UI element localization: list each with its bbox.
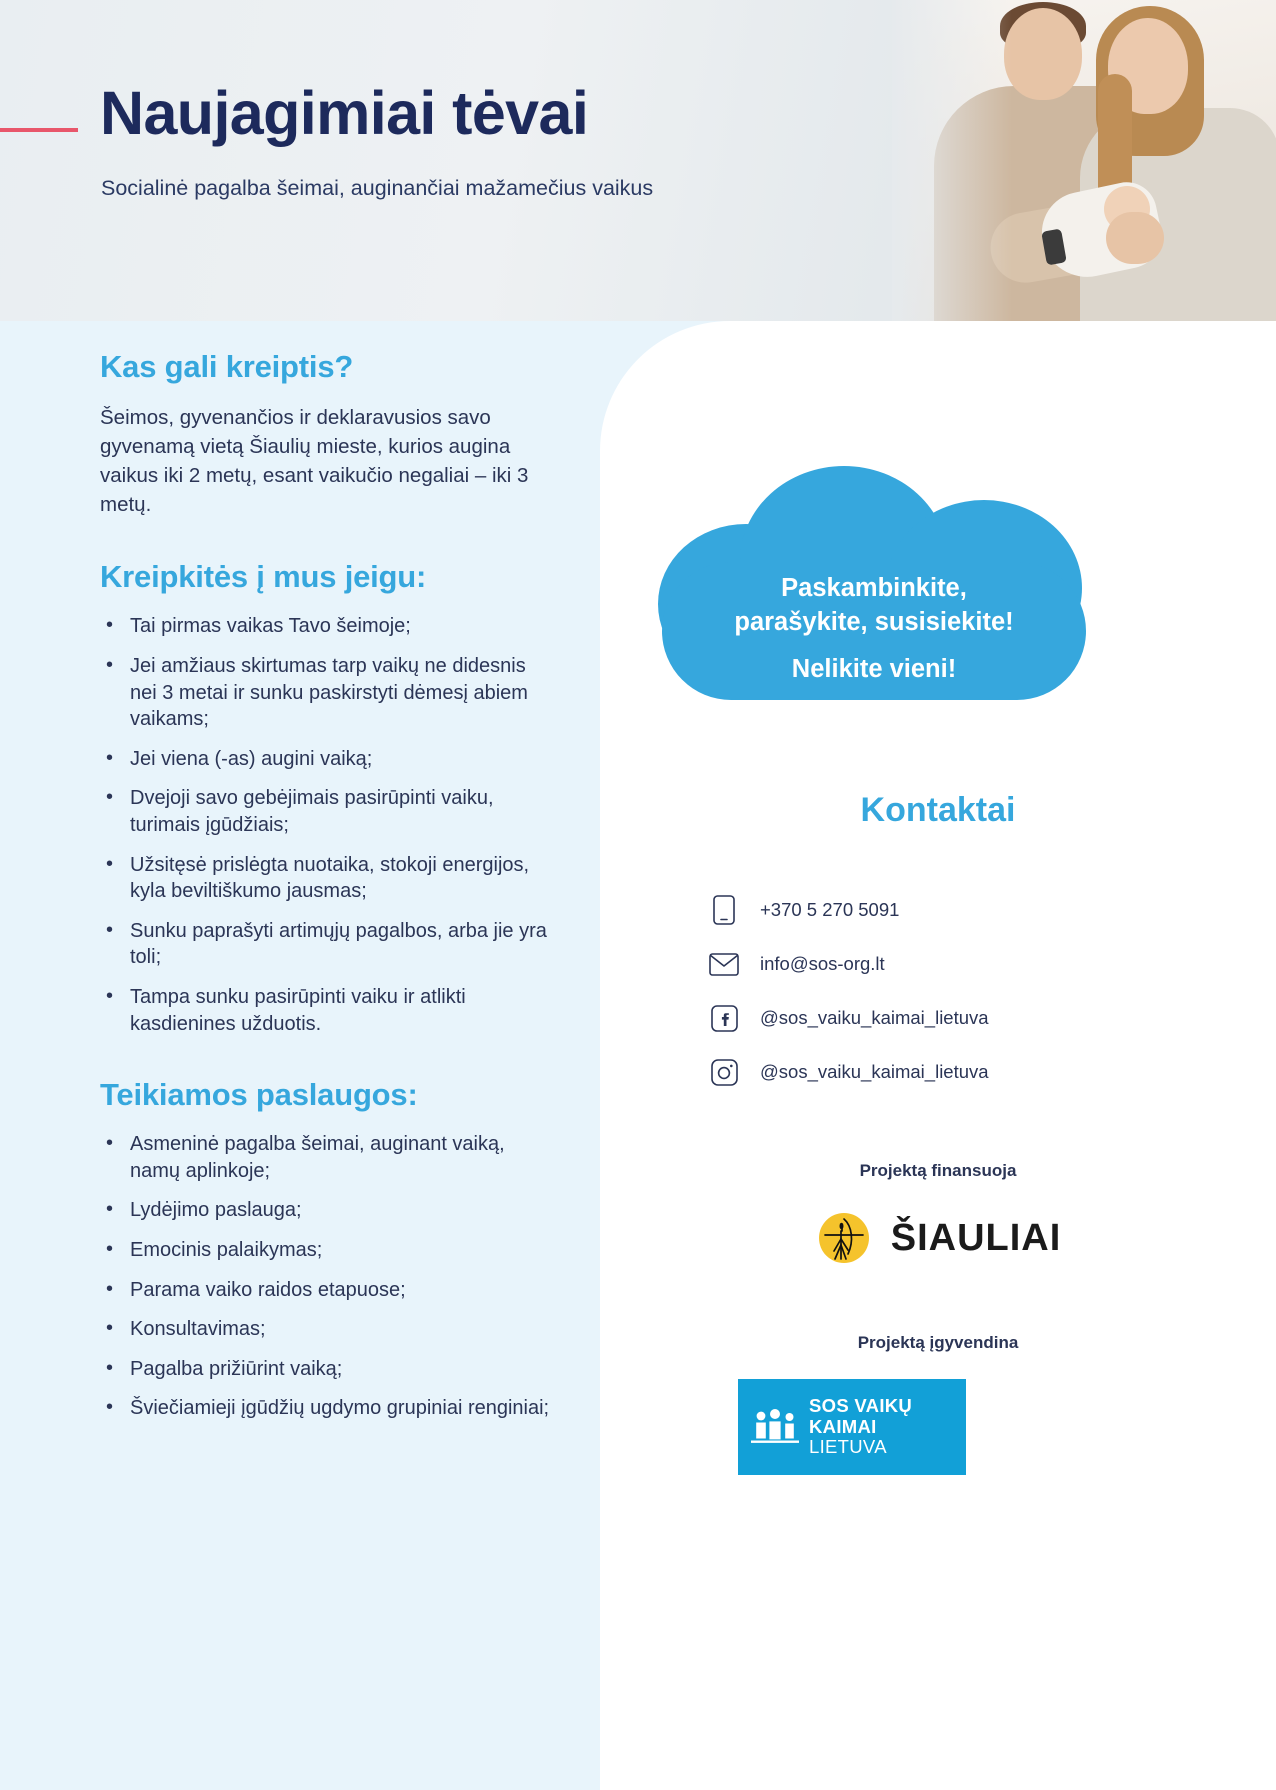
list-item: • Tai pirmas vaikas Tavo šeimoje;	[100, 613, 550, 640]
photo-father-head	[1004, 8, 1082, 100]
cloud-message	[648, 572, 1100, 687]
contact-row-email[interactable]	[708, 937, 1178, 991]
sos-line-3: LIETUVA	[809, 1436, 887, 1458]
sos-line-2: KAIMAI	[809, 1415, 877, 1437]
list-item: • Konsultavimas;	[100, 1316, 550, 1343]
contact-facebook-value: @sos_vaiku_kaimai_lietuva	[760, 1007, 989, 1028]
left-content-column	[100, 321, 550, 1435]
list-item: • Asmeninė pagalba šeimai, auginant vaiką, namų aplinkoje;	[100, 1131, 550, 1184]
cloud-callout	[648, 466, 1100, 724]
sos-line-1: SOS VAIKŲ	[809, 1394, 913, 1416]
eligibility-paragraph: Šeimos, gyvenančios ir deklaravusios savo gyvenamą vietą Šiaulių mieste, kurios augina vaikus iki 2 metų, esant vaikučio negaliai – iki 3 metų.	[100, 406, 529, 517]
sos-logo	[738, 1379, 966, 1475]
header-band	[0, 0, 1276, 321]
phone-icon	[708, 894, 740, 926]
cloud-line-2: parašykite, susisiekite!	[734, 607, 1014, 636]
contact-instagram-value: @sos_vaiku_kaimai_lietuva	[760, 1061, 989, 1082]
section-heading-services: Teikiamos paslaugos:	[100, 1077, 418, 1113]
facebook-icon	[708, 1002, 740, 1034]
contact-row-instagram[interactable]	[708, 1045, 1178, 1099]
siauliai-logo	[600, 1209, 1276, 1267]
list-item: • Emocinis palaikymas;	[100, 1237, 550, 1264]
implementer-label: Projektą įgyvendina	[857, 1333, 1019, 1352]
cloud-line-3: Nelikite vieni!	[791, 655, 957, 684]
siauliai-wordmark: ŠIAULIAI	[890, 1216, 1062, 1259]
page-subtitle: Socialinė pagalba šeimai, auginančiai mažamečius vaikus	[101, 176, 654, 200]
accent-rule	[0, 128, 78, 132]
list-item: • Parama vaiko raidos etapuose;	[100, 1277, 550, 1304]
services-list	[100, 1131, 550, 1422]
sos-family-icon	[751, 1407, 799, 1447]
photo-father-hand	[1106, 212, 1164, 264]
page-title: Naujagimiai tėvai	[100, 79, 589, 147]
right-panel	[600, 321, 1276, 1790]
family-photo	[892, 0, 1276, 321]
list-item: • Tampa sunku pasirūpinti vaiku ir atlikti kasdienines užduotis.	[100, 984, 550, 1037]
contact-phone-value: +370 5 270 5091	[760, 899, 900, 920]
sos-wordmark	[809, 1396, 912, 1459]
list-item: • Jei amžiaus skirtumas tarp vaikų ne didesnis nei 3 metai ir sunku paskirstyti dėmesį abiem vaikams;	[100, 653, 550, 733]
email-icon	[708, 948, 740, 980]
contact-row-facebook[interactable]	[708, 991, 1178, 1045]
list-item: • Šviečiamieji įgūdžių ugdymo grupiniai renginiai;	[100, 1395, 550, 1422]
contact-us-if-list	[100, 613, 550, 1037]
list-item: • Dvejoji savo gebėjimais pasirūpinti vaiku, turimais įgūdžiais;	[100, 785, 550, 838]
list-item: • Pagalba prižiūrint vaiką;	[100, 1356, 550, 1383]
cloud-line-1: Paskambinkite,	[781, 574, 967, 602]
section-heading-eligibility: Kas gali kreiptis?	[100, 349, 354, 384]
siauliai-archer-icon	[815, 1209, 873, 1267]
instagram-icon	[708, 1056, 740, 1088]
contact-email-value: info@sos-org.lt	[760, 953, 885, 974]
list-item: • Sunku paprašyti artimųjų pagalbos, arba jie yra toli;	[100, 918, 550, 971]
contacts-title: Kontaktai	[860, 791, 1016, 829]
contacts-list	[708, 883, 1178, 1099]
list-item: • Užsitęsė prislėgta nuotaika, stokoji energijos, kyla beviltiškumo jausmas;	[100, 852, 550, 905]
contact-row-phone[interactable]	[708, 883, 1178, 937]
photo-left-fade	[892, 0, 1012, 321]
list-item: • Lydėjimo paslauga;	[100, 1197, 550, 1224]
funder-label: Projektą finansuoja	[859, 1161, 1017, 1180]
list-item: • Jei viena (-as) augini vaiką;	[100, 746, 550, 773]
section-heading-contact-us-if: Kreipkitės į mus jeigu:	[100, 559, 427, 595]
